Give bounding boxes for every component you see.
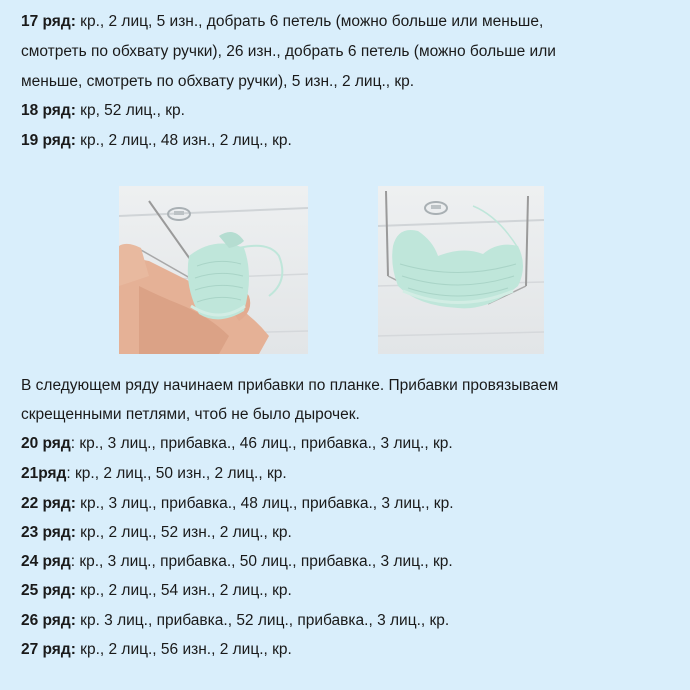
row-17-line-2: смотреть по обхвату ручки), 26 изн., добрать 6 петель (можно больше или bbox=[21, 43, 556, 60]
row-19-line: 19 ряд: кр., 2 лиц., 48 изн., 2 лиц., кр. bbox=[21, 132, 292, 149]
knitting-photo-hand-icon bbox=[119, 186, 308, 354]
row-26-line: 26 ряд: кр. 3 лиц., прибавка., 52 лиц., прибавка., 3 лиц., кр. bbox=[21, 612, 450, 629]
row-17-line-1: 17 ряд: кр., 2 лиц, 5 изн., добрать 6 петель (можно больше или меньше, bbox=[21, 13, 544, 30]
row-20-line: 20 ряд: кр., 3 лиц., прибавка., 46 лиц., прибавка., 3 лиц., кр. bbox=[21, 435, 453, 452]
knitting-photo-hand bbox=[119, 186, 308, 354]
instruction-line-2: скрещенными петлями, чтоб не было дырочек. bbox=[21, 406, 360, 423]
knitting-photo-table bbox=[378, 186, 544, 354]
row-17-line-3: меньше, смотреть по обхвату ручки), 5 изн., 2 лиц., кр. bbox=[21, 73, 415, 90]
row-23-line: 23 ряд: кр., 2 лиц., 52 изн., 2 лиц., кр. bbox=[21, 524, 292, 541]
row-25-line: 25 ряд: кр., 2 лиц., 54 изн., 2 лиц., кр. bbox=[21, 582, 292, 599]
instruction-line-1: В следующем ряду начинаем прибавки по планке. Прибавки провязываем bbox=[21, 377, 559, 394]
row-18-line: 18 ряд: кр, 52 лиц., кр. bbox=[21, 102, 185, 119]
knitting-photo-table-icon bbox=[378, 186, 544, 354]
row-24-line: 24 ряд: кр., 3 лиц., прибавка., 50 лиц., прибавка., 3 лиц., кр. bbox=[21, 553, 453, 570]
row-21-line: 21ряд: кр., 2 лиц., 50 изн., 2 лиц., кр. bbox=[21, 465, 287, 482]
row-22-line: 22 ряд: кр., 3 лиц., прибавка., 48 лиц., прибавка., 3 лиц., кр. bbox=[21, 495, 454, 512]
row-27-line: 27 ряд: кр., 2 лиц., 56 изн., 2 лиц., кр. bbox=[21, 641, 292, 658]
